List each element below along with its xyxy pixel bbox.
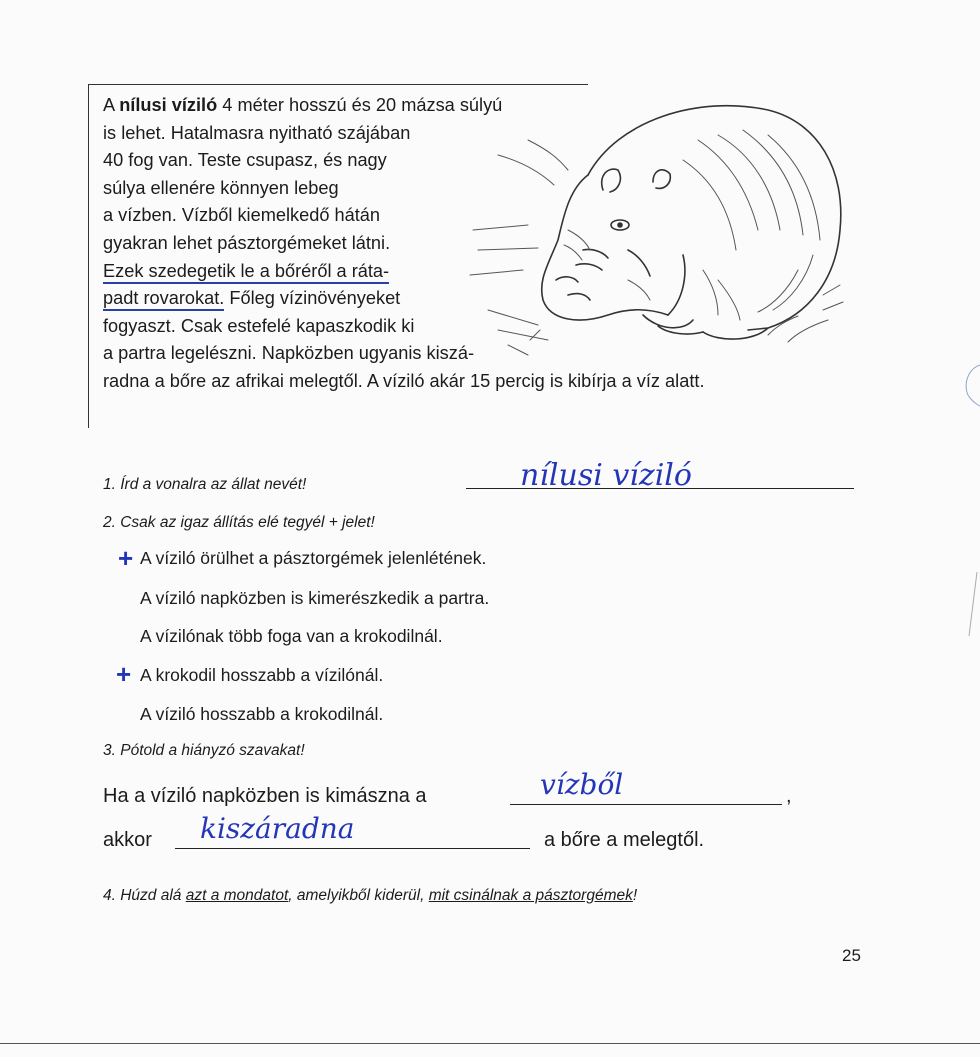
question-1-prompt: 1. Írd a vonalra az állat nevét! <box>103 476 307 493</box>
underlined-sentence-part-1: Ezek szedegetik le a bőréről a ráta- <box>103 261 389 284</box>
passage-line-1: A nílusi víziló 4 méter hosszú és 20 mázsa súlyú <box>103 95 503 115</box>
animal-name-bold: nílusi víziló <box>119 95 218 115</box>
fill-sentence-1-comma: , <box>786 785 792 807</box>
question-3-prompt: 3. Pótold a hiányzó szavakat! <box>103 742 305 759</box>
statement-5[interactable]: A víziló hosszabb a krokodilnál. <box>140 704 384 724</box>
answer-3a-handwriting: vízből <box>540 768 624 801</box>
passage-line-11: radna a bőre az afrikai melegtől. A víziló akár 15 percig is kibírja a víz alatt. <box>103 370 705 391</box>
statement-4[interactable]: A krokodil hosszabb a vízilónál. <box>140 665 384 685</box>
answer-1-handwriting: nílusi víziló <box>520 458 692 493</box>
passage-line-3: 40 fog van. Teste csupasz, és nagy <box>103 150 387 171</box>
statement-1[interactable]: A víziló örülhet a pásztorgémek jelenlétének. <box>140 548 487 568</box>
passage-line-10: a partra legelészni. Napközben ugyanis kiszá- <box>103 343 475 364</box>
passage-line-2: is lehet. Hatalmasra nyitható szájában <box>103 122 411 143</box>
page-number: 25 <box>842 946 861 965</box>
passage-line-5: a vízben. Vízből kiemelkedő hátán <box>103 205 381 226</box>
statement-3[interactable]: A vízilónak több foga van a krokodilnál. <box>140 626 443 646</box>
question-4-underlined-1: azt a mondatot <box>185 887 289 904</box>
passage-frame-left <box>88 84 89 428</box>
margin-stroke-mark <box>965 570 980 640</box>
passage-line-7 <box>103 258 823 286</box>
passage-line-4: súlya ellenére könnyen lebeg <box>103 177 339 198</box>
answer-3b-handwriting: kiszáradna <box>200 812 355 845</box>
answer-3a-line[interactable] <box>510 804 782 805</box>
plus-mark-2: + <box>116 659 132 689</box>
passage-line-6: gyakran lehet pásztorgémeket látni. <box>103 232 391 253</box>
margin-bracket-mark <box>955 360 980 420</box>
fill-sentence-2-end: a bőre a melegtől. <box>544 829 705 851</box>
question-4-underlined-2: mit csinálnak a pásztorgémek <box>428 887 633 904</box>
passage-line-9: fogyaszt. Csak estefelé kapaszkodik ki <box>103 315 415 336</box>
answer-3b-line[interactable] <box>175 848 530 849</box>
reading-passage <box>103 92 823 396</box>
question-4-prompt: 4. Húzd alá azt a mondatot, amelyikből kiderül, mit csinálnak a pásztorgémek! <box>103 887 638 904</box>
answer-1-line[interactable] <box>466 488 854 489</box>
fill-sentence-2-start: akkor <box>103 829 152 851</box>
underlined-sentence-part-2: padt rovarokat. <box>103 288 224 311</box>
passage-line-8: padt rovarokat. Főleg vízinövényeket <box>103 285 823 313</box>
question-2-prompt: 2. Csak az igaz állítás elé tegyél + jelet! <box>103 514 375 531</box>
page-bottom-edge <box>0 1043 980 1044</box>
plus-mark-1: + <box>118 543 134 573</box>
fill-sentence-1: Ha a víziló napközben is kimászna a <box>103 785 427 807</box>
statement-2[interactable]: A víziló napközben is kimerészkedik a partra. <box>140 588 490 608</box>
